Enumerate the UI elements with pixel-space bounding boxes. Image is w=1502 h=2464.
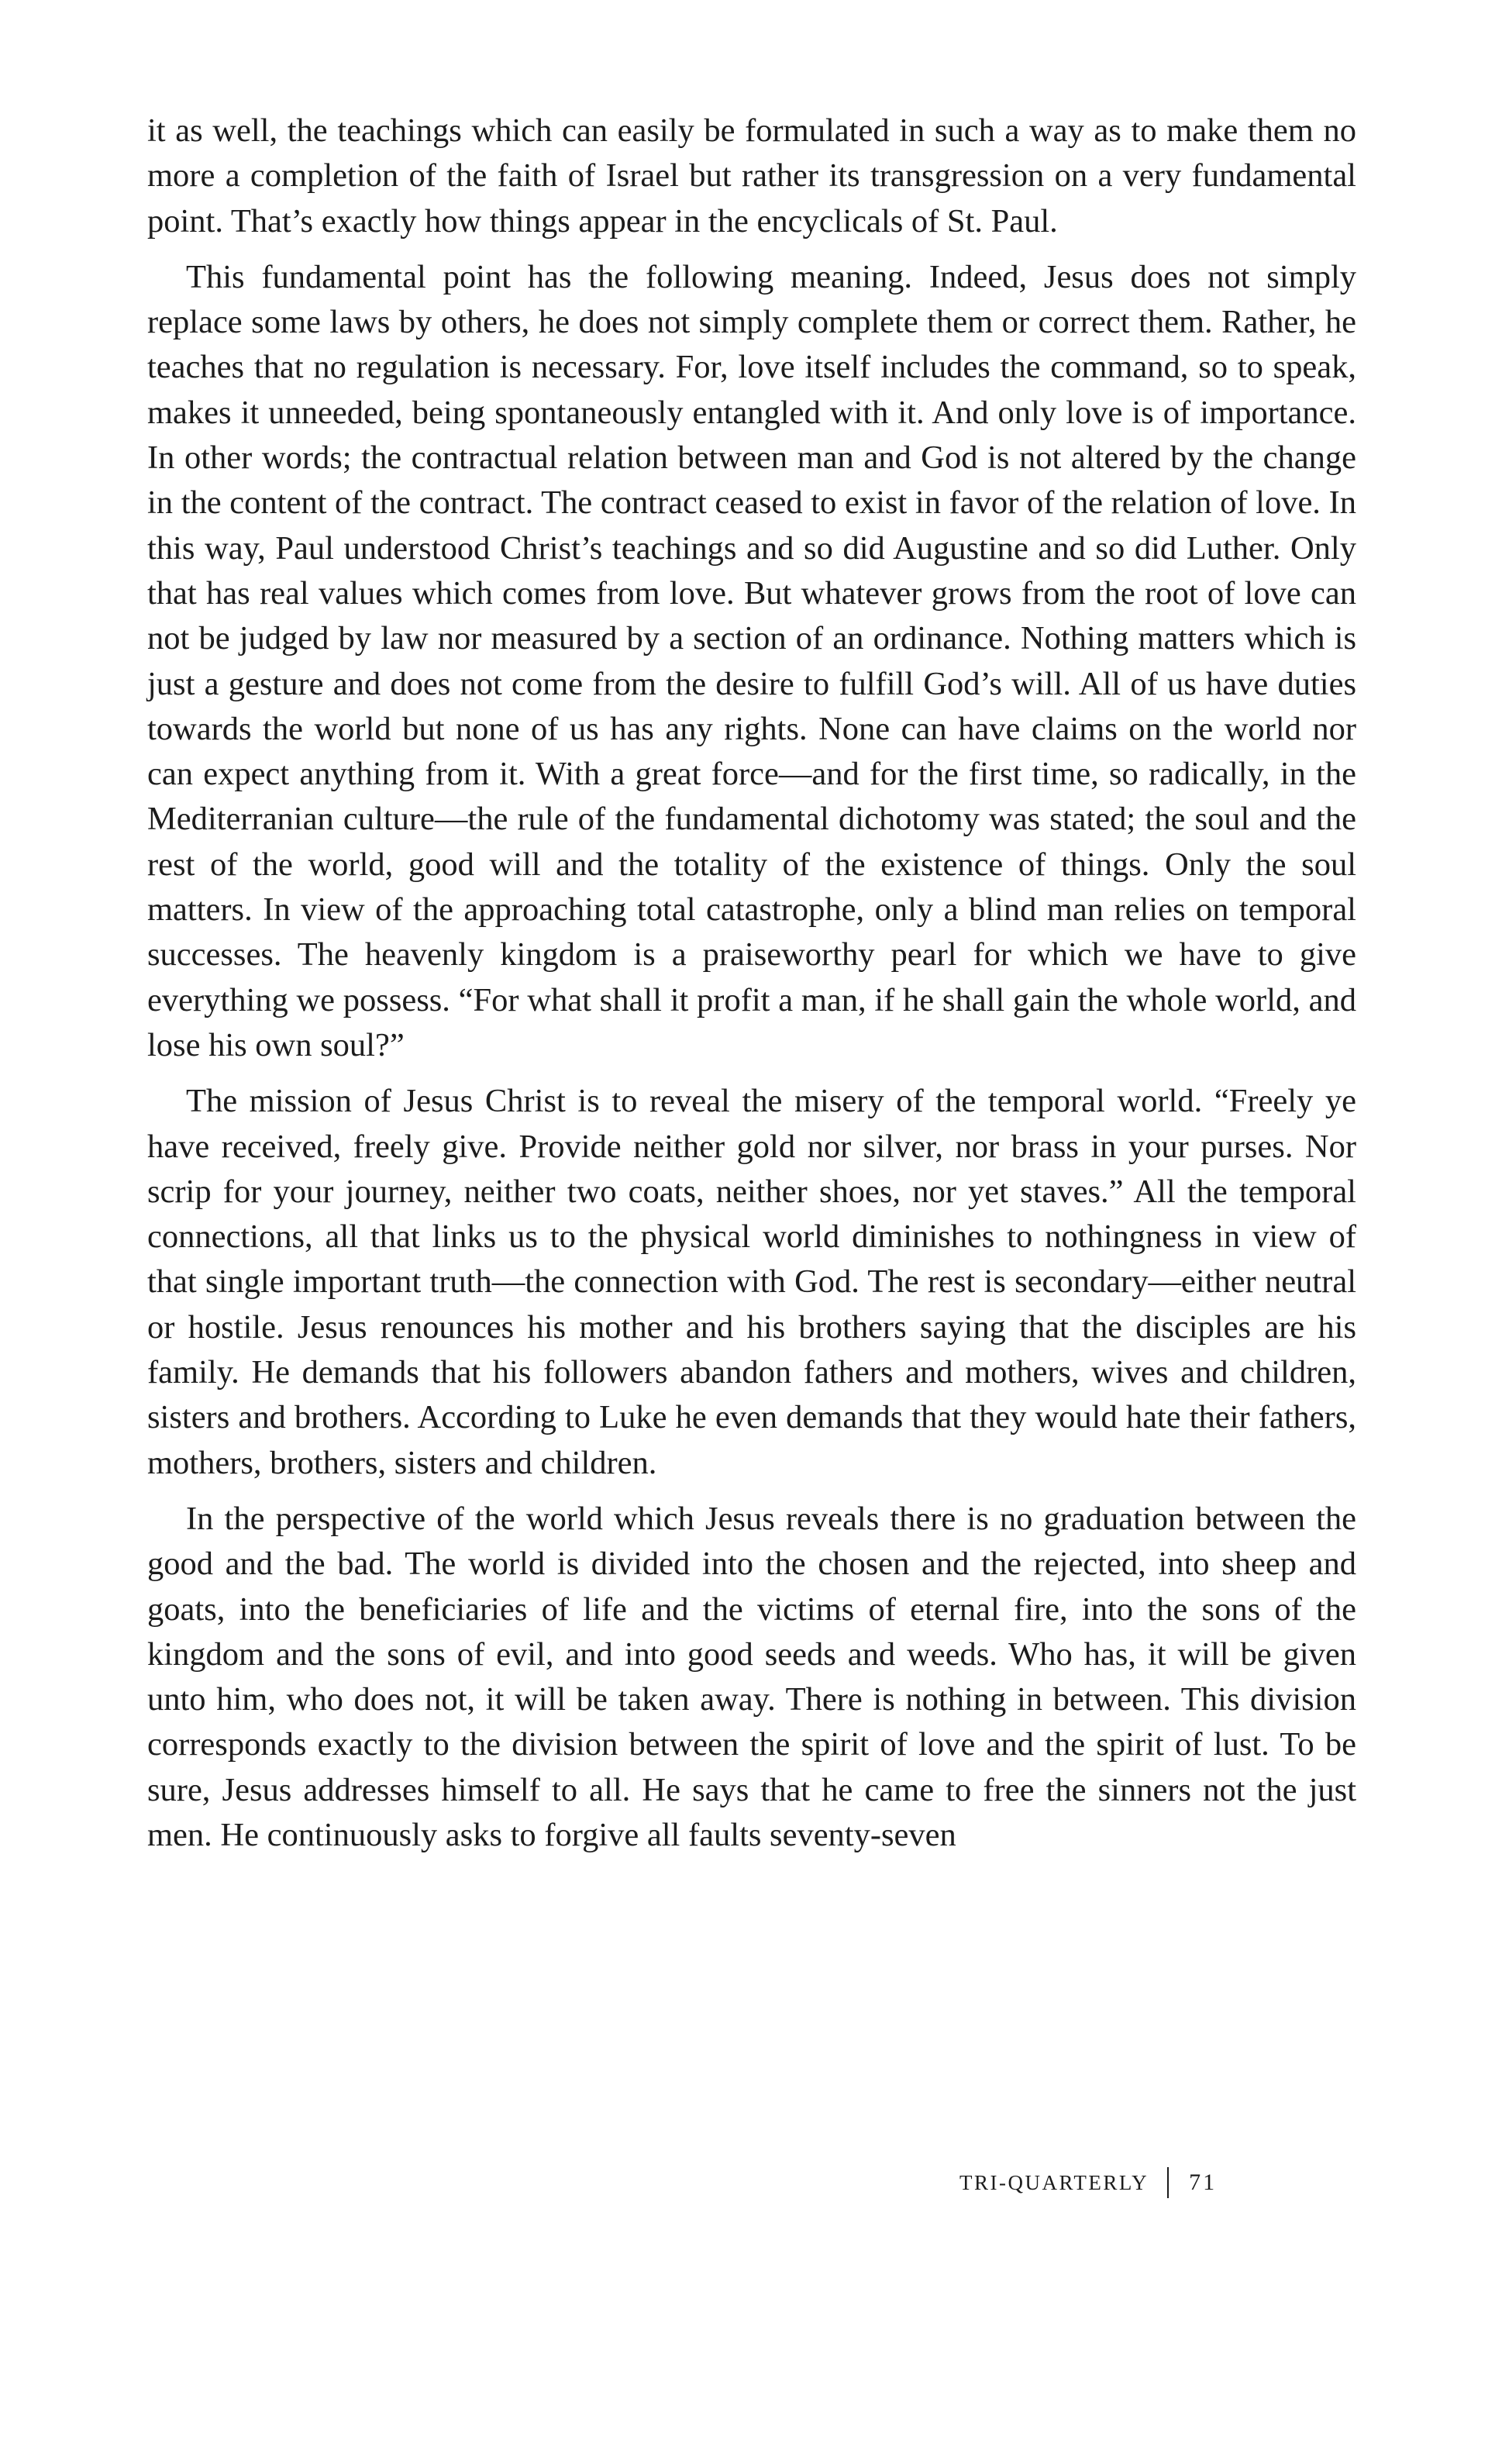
page-number: 71	[1189, 2169, 1218, 2195]
paragraph-fundamental-point: This fundamental point has the following meaning. Indeed, Jesus does not simply replace some laws by others, he does not simply complete them or correct them. Rather, he teaches that no regulation is necessary. For, love itself includes the command, so to speak, makes it unneeded, being spontaneously entangled with it. And only love is of importance. In other words; the contractual relation between man and God is not altered by the change in the content of the contract. The contract ceased to exist in favor of the relation of love. In this way, Paul understood Christ’s teachings and so did Augustine and so did Luther. Only that has real values which comes from love. But whatever grows from the root of love can not be judged by law nor measured by a section of an ordinance. Nothing matters which is just a gesture and does not come from the desire to fulfill God’s will. All of us have duties towards the world but none of us has any rights. None can have claims on the world nor can expect anything from it. With a great force—and for the first time, so radically, in the Mediterranian culture—the rule of the fundamental dichotomy was stated; the soul and the rest of the world, good will and the totality of the existence of things. Only the soul matters. In view of the approaching total catastrophe, only a blind man relies on temporal successes. The heavenly kingdom is a praiseworthy pearl for which we have to give everything we possess. “For what shall it profit a man, if he shall gain the whole world, and lose his own soul?”	[147, 258, 1356, 1063]
footer-divider	[1167, 2167, 1169, 2198]
paragraph-perspective-of-world: In the perspective of the world which Jesus reveals there is no graduation between the good and the bad. The world is divided into the chosen and the rejected, into sheep and goats, into the beneficiaries of life and the victims of eternal fire, into the sons of the kingdom and the sons of evil, and into good seeds and weeds. Who has, it will be given unto him, who does not, it will be taken away. There is nothing in between. This division corresponds exactly to the division between the spirit of love and the spirit of lust. To be sure, Jesus addresses himself to all. He says that he came to free the sinners not the just men. He continuously asks to forgive all faults seventy-seven	[147, 1500, 1356, 1853]
paragraph-continued: it as well, the teachings which can easily be formulated in such a way as to make them no more a completion of the faith of Israel but rather its transgression on a very fundamental point. That’s exactly how things appear in the encyclicals of St. Paul.	[147, 112, 1356, 240]
page-footer	[959, 2159, 1285, 2206]
page-body	[147, 109, 1356, 1858]
paragraph-mission-of-jesus: The mission of Jesus Christ is to reveal the misery of the temporal world. “Freely ye have received, freely give. Provide neither gold nor silver, nor brass in your purses. Nor scrip for your journey, neither two coats, neither shoes, nor yet staves.” All the temporal connections, all that links us to the physical world diminishes to nothingness in view of that single important truth—the connection with God. The rest is secondary—either neutral or hostile. Jesus renounces his mother and his brothers saying that the disciples are his family. He demands that his followers abandon fathers and mothers, wives and children, sisters and brothers. According to Luke he even demands that they would hate their fathers, mothers, brothers, sisters and children.	[147, 1083, 1356, 1481]
running-head: TRI-QUARTERLY	[959, 2170, 1149, 2194]
